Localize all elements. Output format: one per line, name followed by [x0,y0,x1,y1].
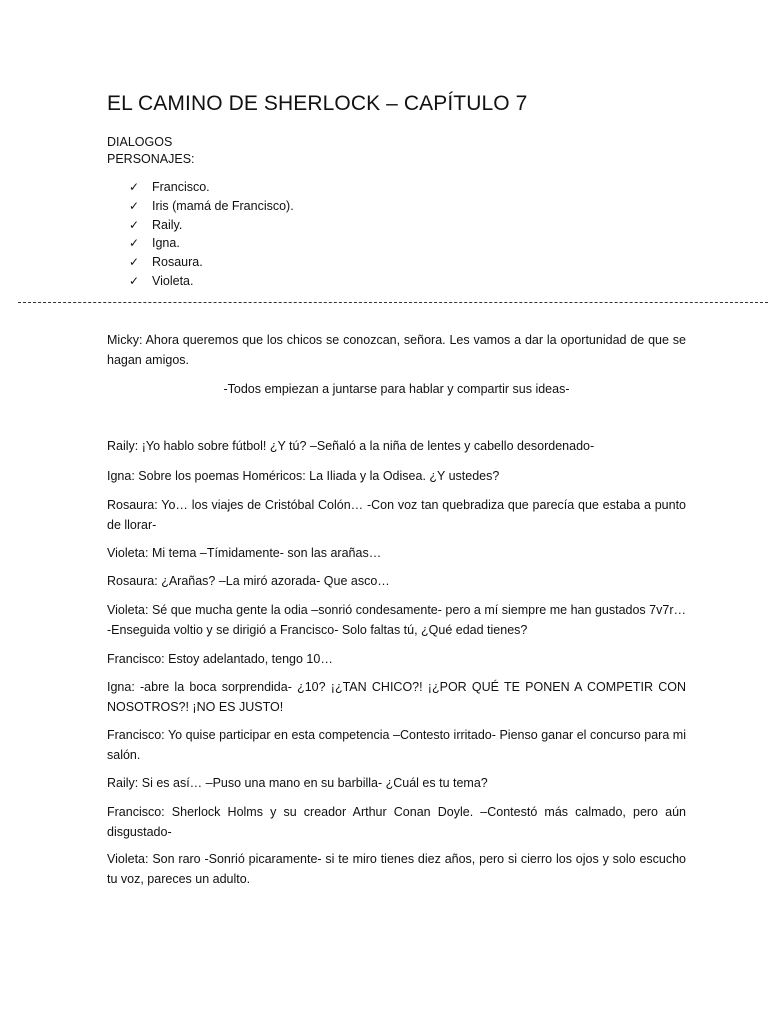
character-name: Francisco. [152,180,210,194]
check-icon: ✓ [129,273,140,288]
dialogue-line: Rosaura: Yo… los viajes de Cristóbal Colón… -Con voz tan quebradiza que parecía que estaba a punto de llorar- [107,498,686,532]
character-list [129,178,294,291]
check-icon: ✓ [129,180,140,194]
check-icon: ✓ [129,255,140,270]
dialogue-line: Igna: -abre la boca sorprendida- ¿10? ¡¿TAN CHICO?! ¡¿POR QUÉ TE PONEN A COMPETIR CON NOSOTROS?! ¡NO ES JUSTO! [107,680,686,714]
check-icon: ✓ [129,236,140,251]
chapter-title: EL CAMINO DE SHERLOCK – CAPÍTULO 7 [107,92,528,115]
dialogue-line: Igna: Sobre los poemas Homéricos: La Iliada y la Odisea. ¿Y ustedes? [107,469,500,483]
dialogue-line: Violeta: Son raro -Sonrió picaramente- si te miro tienes diez años, pero si cierro los ojos y solo escucho tu voz, pareces un adulto. [107,852,686,886]
dialogue-line: Francisco: Yo quise participar en esta competencia –Contesto irritado- Pienso ganar el concurso para mi salón. [107,728,686,762]
check-icon: ✓ [129,217,140,232]
character-item [129,178,294,197]
dialogue-line: Violeta: Sé que mucha gente la odia –sonrió condesamente- pero a mí siempre me han gustados 7v7r… -Enseguida voltio y se dirigió a Francisco- Solo faltas tú, ¿Qué edad tienes? [107,603,686,637]
character-item [129,234,294,253]
dialogue-line: Raily: Si es así… –Puso una mano en su barbilla- ¿Cuál es tu tema? [107,776,488,790]
character-item [129,253,294,272]
character-name: Igna. [152,236,180,251]
characters-label: PERSONAJES: [107,152,195,166]
dashed-divider [18,302,768,303]
section-label: DIALOGOS [107,135,173,149]
character-name: Rosaura. [152,255,203,270]
character-item [129,272,294,291]
dialogue-line: Violeta: Mi tema –Tímidamente- son las arañas… [107,546,382,560]
check-icon: ✓ [129,198,140,213]
stage-direction: -Todos empiezan a juntarse para hablar y compartir sus ideas- [223,382,570,396]
character-name: Iris (mamá de Francisco). [152,198,294,213]
character-name: Violeta. [152,273,194,288]
dialogue-line: Francisco: Estoy adelantado, tengo 10… [107,652,333,666]
intro-paragraph: Micky: Ahora queremos que los chicos se conozcan, señora. Les vamos a dar la oportunidad de que se hagan amigos. [107,333,686,367]
character-item [129,216,294,235]
dialogue-line: Francisco: Sherlock Holms y su creador Arthur Conan Doyle. –Contestó más calmado, pero aún disgustado- [107,805,686,839]
character-item [129,197,294,216]
dialogue-line: Raily: ¡Yo hablo sobre fútbol! ¿Y tú? –Señaló a la niña de lentes y cabello desordenado- [107,439,595,453]
character-name: Raily. [152,217,183,232]
dialogue-line: Rosaura: ¿Arañas? –La miró azorada- Que asco… [107,574,390,588]
